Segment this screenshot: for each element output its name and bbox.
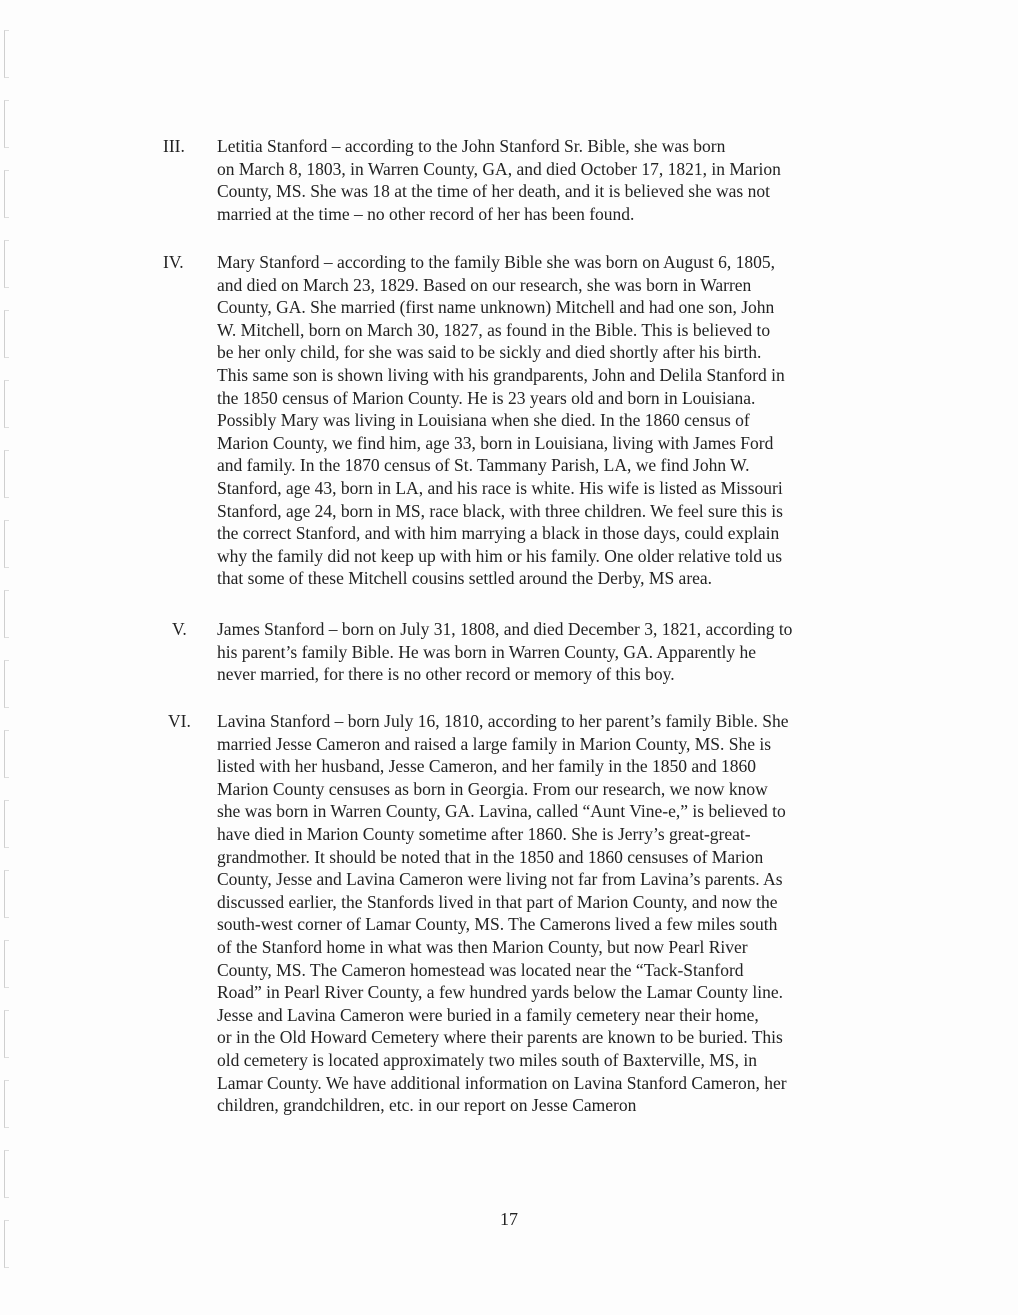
text-line: that some of these Mitchell cousins settled around the Derby, MS area. xyxy=(217,568,713,589)
text-line: W. Mitchell, born on March 30, 1827, as found in the Bible. This is believed to xyxy=(217,319,771,340)
scan-edge-mark xyxy=(4,660,9,708)
text-line: grandmother. It should be noted that in the 1850 and 1860 censuses of Marion xyxy=(217,846,764,867)
scan-edge-mark xyxy=(4,380,9,428)
scan-edge-mark xyxy=(4,940,9,988)
text-line: on March 8, 1803, in Warren County, GA, and died October 17, 1821, in Marion xyxy=(217,158,781,179)
text-line: never married, for there is no other record or memory of this boy. xyxy=(217,664,675,685)
text-line: County, GA. She married (first name unknown) Mitchell and had one son, John xyxy=(217,297,775,318)
scan-edge-mark xyxy=(4,800,9,848)
text-line: Marion County censuses as born in Georgia. From our research, we now know xyxy=(217,778,768,799)
scan-edge-mark xyxy=(4,170,9,218)
entry-numeral: V. xyxy=(172,619,187,639)
scan-edge-mark xyxy=(4,730,9,778)
text-line: Stanford, age 43, born in LA, and his race is white. His wife is listed as Missouri xyxy=(217,477,783,498)
text-line: married at the time – no other record of her has been found. xyxy=(217,203,635,224)
text-line: the correct Stanford, and with him marrying a black in those days, could explain xyxy=(217,523,780,544)
text-line: discussed earlier, the Stanfords lived in that part of Marion County, and now the xyxy=(217,891,778,912)
entry-paragraph xyxy=(217,710,897,1117)
entry-paragraph xyxy=(217,135,897,225)
text-line: James Stanford – born on July 31, 1808, and died December 3, 1821, according to xyxy=(217,619,793,639)
scan-edge-mark xyxy=(4,30,9,78)
scan-edge-mark xyxy=(4,870,9,918)
text-line: County, MS. She was 18 at the time of her death, and it is believed she was not xyxy=(217,181,770,202)
scan-edge-mark xyxy=(4,310,9,358)
text-line: Road” in Pearl River County, a few hundred yards below the Lamar County line. xyxy=(217,982,784,1003)
text-line: Stanford, age 24, born in MS, race black, with three children. We feel sure this is xyxy=(217,500,783,521)
scan-edge-mark xyxy=(4,240,9,288)
text-line: why the family did not keep up with him or his family. One older relative told us xyxy=(217,545,783,566)
entry-numeral: VI. xyxy=(168,711,191,731)
scan-edge-mark xyxy=(4,1150,9,1198)
text-line: This same son is shown living with his grandparents, John and Delila Stanford in xyxy=(217,364,785,385)
text-line: Marion County, we find him, age 33, born in Louisiana, living with James Ford xyxy=(217,432,774,453)
text-line: County, MS. The Cameron homestead was located near the “Tack-Stanford xyxy=(217,959,744,980)
text-line: Jesse and Lavina Cameron were buried in a family cemetery near their home, xyxy=(217,1004,759,1025)
text-line: and family. In the 1870 census of St. Tammany Parish, LA, we find John W. xyxy=(217,455,750,476)
scan-edge-mark xyxy=(4,1010,9,1058)
entry-paragraph xyxy=(217,251,897,590)
text-line: his parent’s family Bible. He was born in Warren County, GA. Apparently he xyxy=(217,641,757,662)
page-number: 17 xyxy=(500,1209,518,1229)
scan-edge-mark xyxy=(4,1080,9,1128)
text-line: south-west corner of Lamar County, MS. The Camerons lived a few miles south xyxy=(217,914,778,935)
scan-edge-marks xyxy=(4,20,12,1300)
text-line: and died on March 23, 1829. Based on our research, she was born in Warren xyxy=(217,274,752,295)
text-line: Lavina Stanford – born July 16, 1810, according to her parent’s family Bible. She xyxy=(217,711,789,731)
text-line: have died in Marion County sometime after 1860. She is Jerry’s great-great- xyxy=(217,823,751,844)
text-line: be her only child, for she was said to be sickly and died shortly after his birth. xyxy=(217,342,762,363)
text-line: Lamar County. We have additional information on Lavina Stanford Cameron, her xyxy=(217,1072,787,1093)
text-line: of the Stanford home in what was then Marion County, but now Pearl River xyxy=(217,936,748,957)
text-line: the 1850 census of Marion County. He is 23 years old and born in Louisiana. xyxy=(217,387,756,408)
entry-numeral: IV. xyxy=(163,252,184,272)
text-line: Possibly Mary was living in Louisiana when she died. In the 1860 census of xyxy=(217,410,750,431)
text-line: she was born in Warren County, GA. Lavina, called “Aunt Vine-e,” is believed to xyxy=(217,801,786,822)
text-line: married Jesse Cameron and raised a large family in Marion County, MS. She is xyxy=(217,733,772,754)
text-line: or in the Old Howard Cemetery where their parents are known to be buried. This xyxy=(217,1027,783,1048)
scan-edge-mark xyxy=(4,100,9,148)
entry-paragraph xyxy=(217,618,897,686)
scan-edge-mark xyxy=(4,520,9,568)
text-line: listed with her husband, Jesse Cameron, and her family in the 1850 and 1860 xyxy=(217,756,756,777)
text-line: Letitia Stanford – according to the John Stanford Sr. Bible, she was born xyxy=(217,136,726,156)
text-line: Mary Stanford – according to the family Bible she was born on August 6, 1805, xyxy=(217,252,775,272)
entry-numeral: III. xyxy=(163,136,185,156)
scan-edge-mark xyxy=(4,450,9,498)
scan-edge-mark xyxy=(4,590,9,638)
text-line: County, Jesse and Lavina Cameron were living not far from Lavina’s parents. As xyxy=(217,869,783,890)
text-line: children, grandchildren, etc. in our report on Jesse Cameron xyxy=(217,1095,637,1116)
text-line: old cemetery is located approximately two miles south of Baxterville, MS, in xyxy=(217,1049,757,1070)
